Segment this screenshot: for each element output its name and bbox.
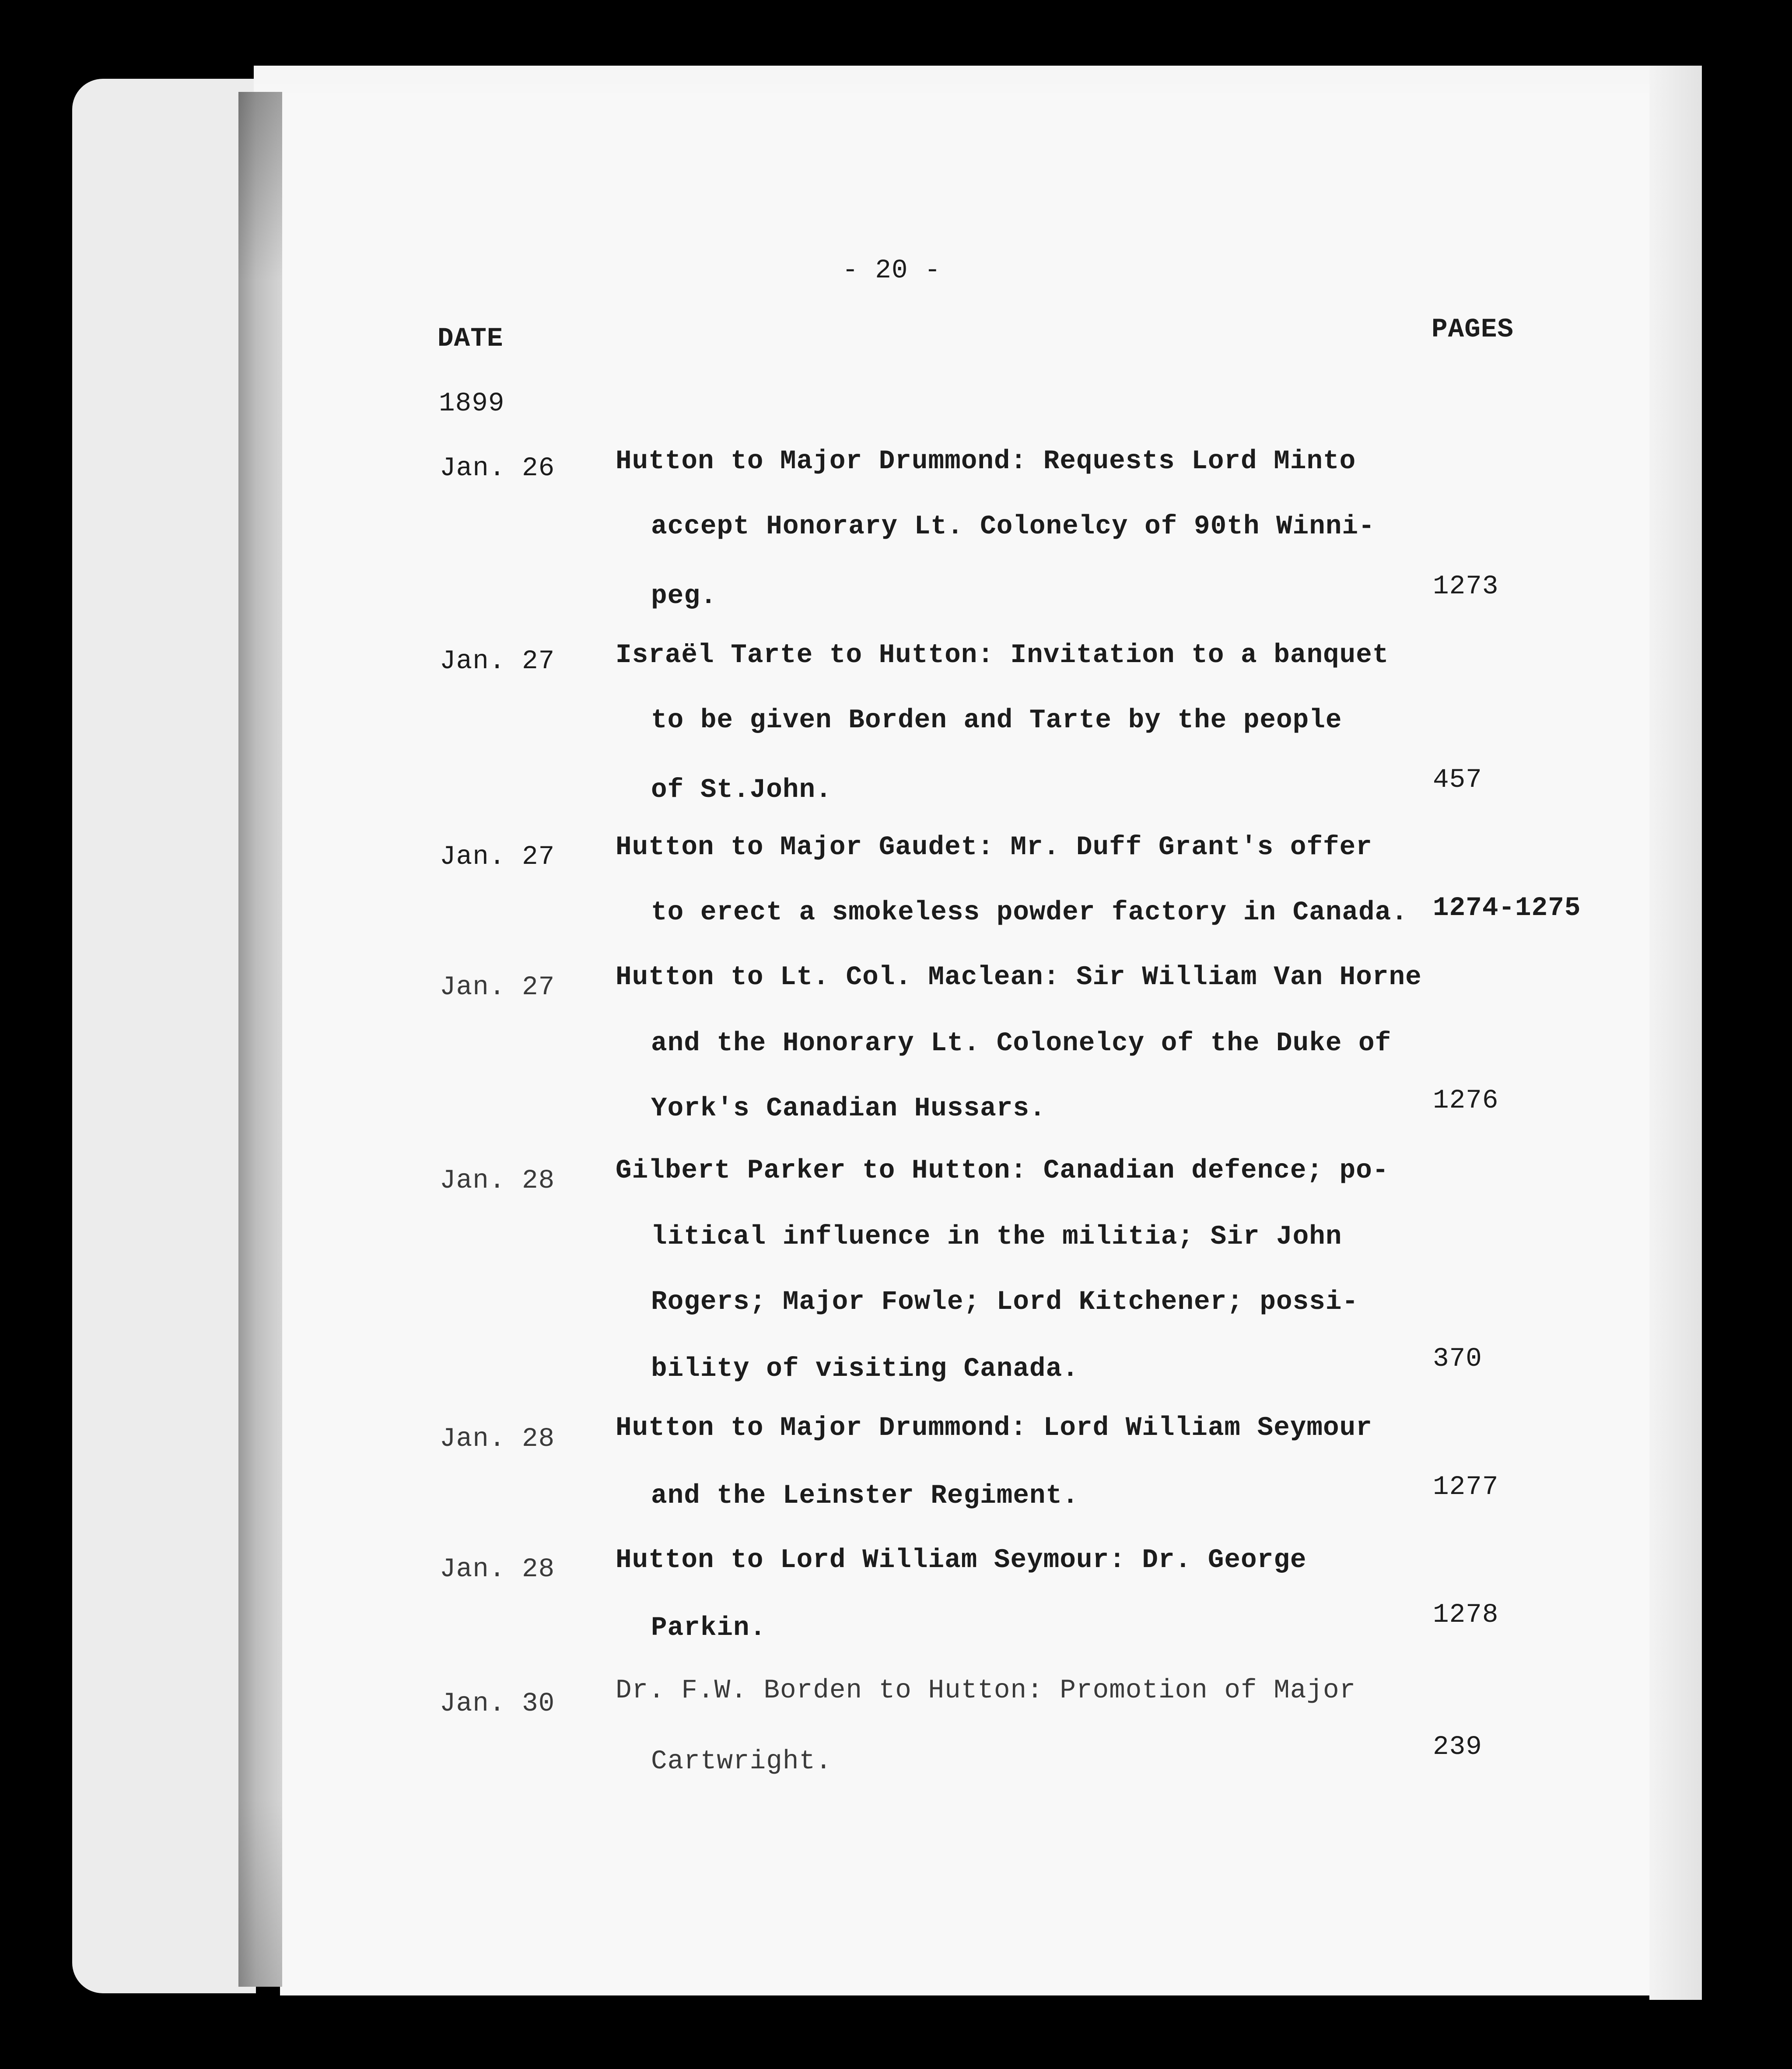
entry-date: Jan. 27 xyxy=(440,972,555,1003)
entry-line: Hutton to Major Gaudet: Mr. Duff Grant's offer xyxy=(616,832,1372,863)
entry-date: Jan. 28 xyxy=(440,1554,555,1585)
entry-line: to erect a smokeless powder factory in Canada. xyxy=(651,898,1408,928)
entry-line: Dr. F.W. Borden to Hutton: Promotion of Major xyxy=(616,1676,1356,1706)
entry-line: Israël Tarte to Hutton: Invitation to a banquet xyxy=(616,640,1389,670)
entry-line: and the Leinster Regiment. xyxy=(651,1481,1079,1511)
entry-line: Hutton to Lt. Col. Maclean: Sir William Van Horne xyxy=(616,962,1422,992)
entry-pages: 370 xyxy=(1433,1344,1482,1374)
entry-line: Parkin. xyxy=(651,1613,766,1643)
entry-line: and the Honorary Lt. Colonelcy of the Duke of xyxy=(651,1028,1392,1059)
entry-pages: 457 xyxy=(1433,765,1482,795)
entry-line: of St.John. xyxy=(651,775,832,805)
entry-pages: 1274-1275 xyxy=(1433,893,1581,923)
entry-line: Hutton to Major Drummond: Requests Lord Minto xyxy=(616,446,1356,477)
year-label: 1899 xyxy=(439,389,505,419)
entry-line: to be given Borden and Tarte by the people xyxy=(651,705,1342,736)
entry-date: Jan. 30 xyxy=(440,1689,555,1719)
entry-date: Jan. 27 xyxy=(440,842,555,872)
entry-pages: 1277 xyxy=(1433,1472,1499,1502)
column-header-date: DATE xyxy=(438,324,504,354)
entry-line: Hutton to Major Drummond: Lord William Seymour xyxy=(616,1413,1372,1443)
column-header-pages: PAGES xyxy=(1432,315,1514,345)
entry-line: bility of visiting Canada. xyxy=(651,1354,1079,1384)
entry-pages: 1273 xyxy=(1433,572,1499,602)
entry-date: Jan. 28 xyxy=(440,1424,555,1454)
entry-line: litical influence in the militia; Sir John xyxy=(651,1222,1342,1252)
entry-date: Jan. 26 xyxy=(440,453,555,484)
entry-line: Rogers; Major Fowle; Lord Kitchener; possi- xyxy=(651,1287,1359,1317)
entry-pages: 1276 xyxy=(1433,1086,1499,1116)
page-number: - 20 - xyxy=(842,256,941,286)
entry-line: Gilbert Parker to Hutton: Canadian defence; po- xyxy=(616,1156,1389,1186)
entry-date: Jan. 28 xyxy=(440,1166,555,1196)
entry-line: York's Canadian Hussars. xyxy=(651,1094,1046,1124)
entry-pages: 1278 xyxy=(1433,1600,1499,1630)
entry-pages: 239 xyxy=(1433,1732,1482,1762)
entry-line: peg. xyxy=(651,581,717,611)
entry-line: Hutton to Lord William Seymour: Dr. George xyxy=(616,1545,1307,1575)
entry-line: accept Honorary Lt. Colonelcy of 90th Winni- xyxy=(651,512,1375,542)
entry-date: Jan. 27 xyxy=(440,646,555,677)
entry-line: Cartwright. xyxy=(651,1746,832,1777)
